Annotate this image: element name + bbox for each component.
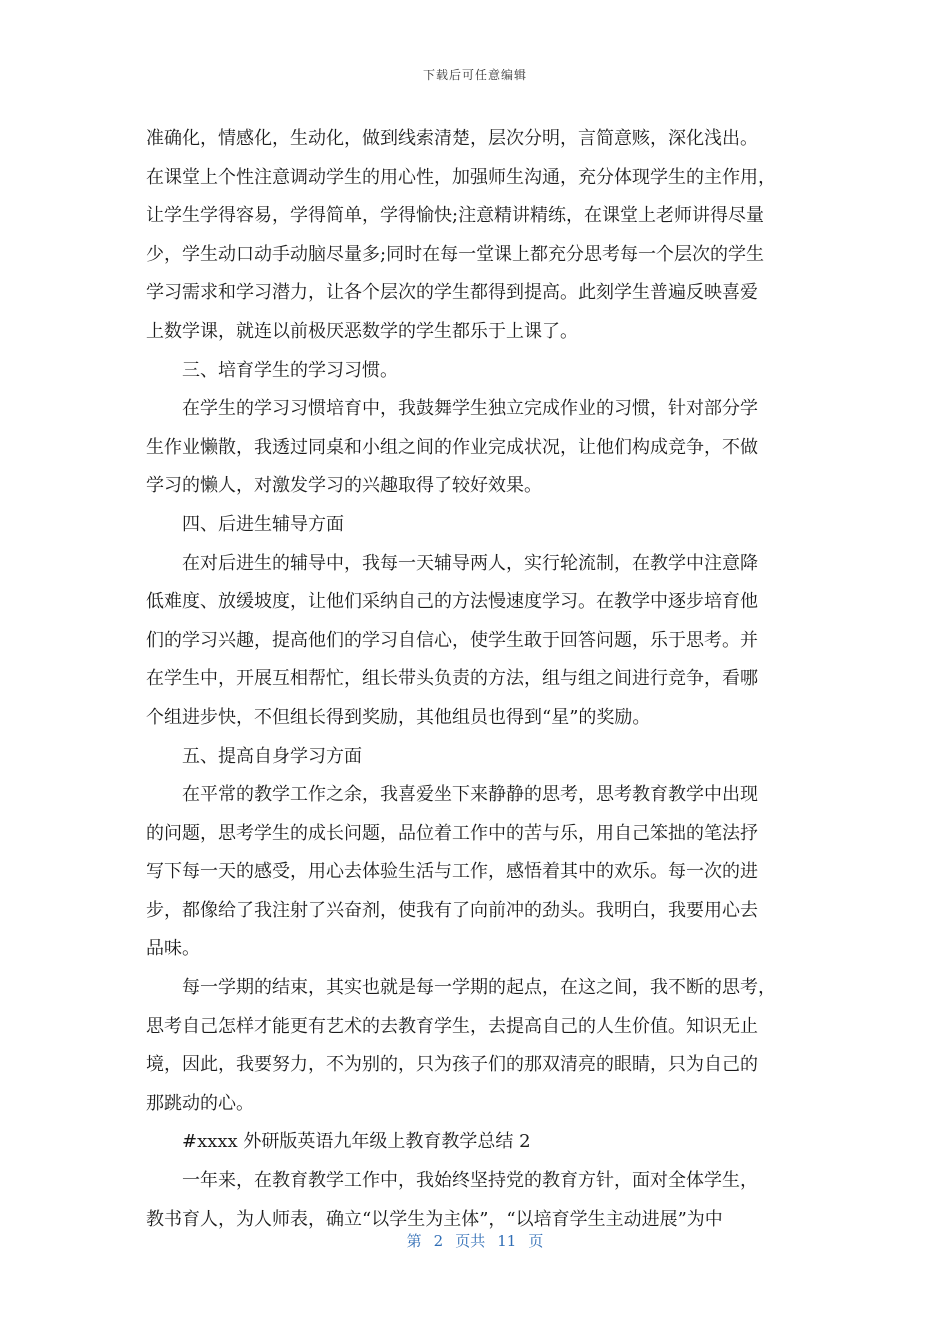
text-line: 学习的懒人，对激发学习的兴趣取得了较好效果。	[146, 475, 542, 497]
text-line: 们的学习兴趣，提高他们的学习自信心，使学生敢于回答问题，乐于思考。并	[146, 629, 758, 651]
page-label-prefix: 第	[406, 1232, 422, 1250]
text-line: 生作业懒散，我透过同桌和小组之间的作业完成状况，让他们构成竞争，不做	[146, 436, 758, 458]
text-line: 少，学生动口动手动脑尽量多;同时在每一堂课上都充分思考每一个层次的学生	[146, 243, 765, 265]
text-line: 步，都像给了我注射了兴奋剂，使我有了向前冲的劲头。我明白，我要用心去	[146, 899, 758, 921]
text-line: 学习需求和学习潜力，让各个层次的学生都得到提高。此刻学生普遍反映喜爱	[146, 282, 758, 304]
text-line: 让学生学得容易，学得简单，学得愉快;注意精讲精练，在课堂上老师讲得尽量	[146, 205, 765, 227]
text-line: 五、提高自身学习方面	[182, 745, 362, 767]
text-line: 准确化，情感化，生动化，做到线索清楚，层次分明，言简意赅，深化浅出。	[146, 128, 758, 149]
text-line: 四、后进生辅导方面	[182, 513, 344, 535]
text-line: 在课堂上个性注意调动学生的用心性，加强师生沟通，充分体现学生的主作用，	[146, 166, 776, 188]
page-footer	[0, 1230, 950, 1251]
text-line: 在对后进生的辅导中，我每一天辅导两人，实行轮流制，在教学中注意降	[182, 552, 758, 574]
document-body	[146, 120, 814, 1239]
text-line: 的问题，思考学生的成长问题，品位着工作中的苦与乐，用自己笨拙的笔法抒	[146, 822, 758, 844]
page-label-suffix: 页	[528, 1232, 544, 1250]
text-line: 境，因此，我要努力，不为别的，只为孩子们的那双清亮的眼睛，只为自己的	[146, 1054, 758, 1076]
total-pages-number: 11	[497, 1232, 517, 1250]
text-line: 在学生的学习习惯培育中，我鼓舞学生独立完成作业的习惯，针对部分学	[182, 398, 758, 420]
text-line: 在平常的教学工作之余，我喜爱坐下来静静的思考，思考教育教学中出现	[182, 784, 758, 806]
text-line: 三、培育学生的学习习惯。	[182, 359, 398, 381]
text-line: 教书育人，为人师表，确立“以学生为主体”，“以培育学生主动进展”为中	[146, 1208, 723, 1230]
text-line: 每一学期的结束，其实也就是每一学期的起点，在这之间，我不断的思考，	[182, 977, 776, 999]
page-label-mid: 页共	[455, 1232, 486, 1250]
text-line: 个组进步快，不但组长得到奖励，其他组员也得到“星”的奖励。	[146, 706, 651, 728]
text-line: #xxxx 外研版英语九年级上教育教学总结 2	[182, 1131, 531, 1153]
text-line: 思考自己怎样才能更有艺术的去教育学生，去提高自己的人生价值。知识无止	[146, 1015, 758, 1037]
text-line: 写下每一天的感受，用心去体验生活与工作，感悟着其中的欢乐。每一次的进	[146, 861, 758, 883]
text-line: 上数学课，就连以前极厌恶数学的学生都乐于上课了。	[146, 320, 578, 342]
text-line: 在学生中，开展互相帮忙，组长带头负责的方法，组与组之间进行竞争，看哪	[146, 668, 758, 690]
text-line: 低难度、放缓坡度，让他们采纳自己的方法慢速度学习。在教学中逐步培育他	[146, 591, 758, 613]
text-line: 那跳动的心。	[146, 1092, 254, 1114]
text-line: 品味。	[146, 938, 200, 960]
current-page-number: 2	[433, 1232, 444, 1250]
page-header: 下载后可任意编辑	[422, 68, 527, 82]
text-line: 一年来，在教育教学工作中，我始终坚持党的教育方针，面对全体学生，	[182, 1170, 758, 1192]
